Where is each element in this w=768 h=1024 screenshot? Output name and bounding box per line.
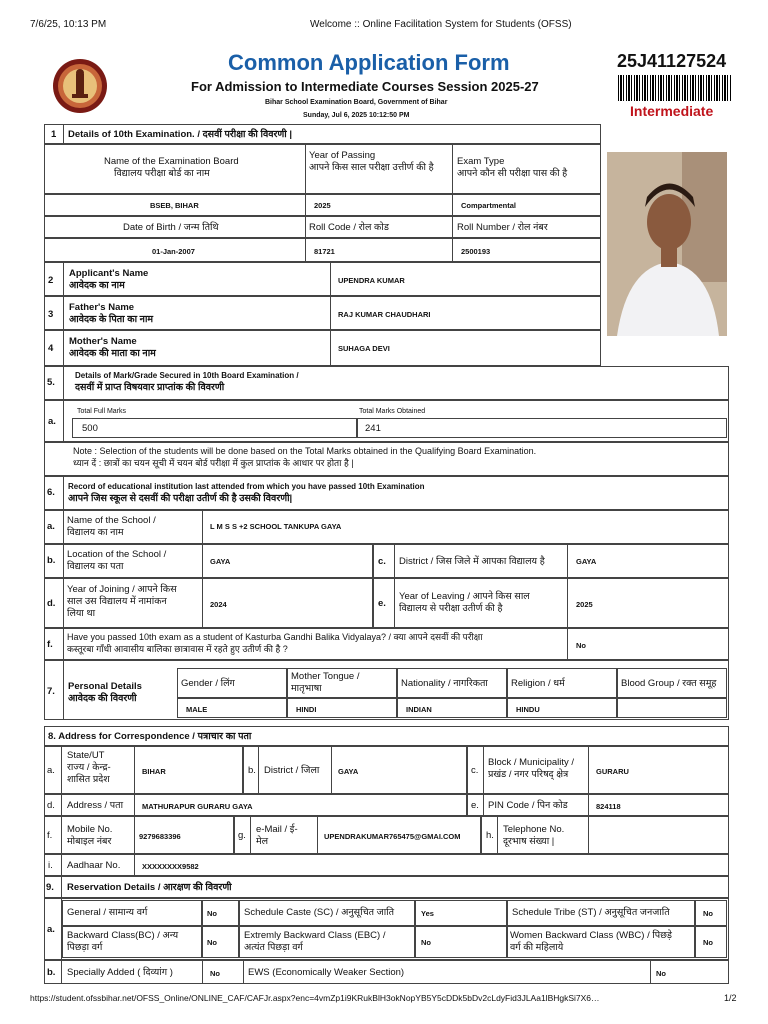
- nationality-value: INDIAN: [406, 705, 432, 714]
- s8-f: f.: [47, 830, 53, 841]
- leaving-label: Year of Leaving / आपने किस साल: [399, 591, 530, 602]
- print-datetime: 7/6/25, 10:13 PM: [30, 19, 107, 30]
- s8i-letter-cell: [44, 854, 62, 876]
- s6-number: 6.: [47, 487, 55, 498]
- st-label: Schedule Tribe (ST) / अनुसूचित जनजाति: [512, 907, 670, 918]
- state-value: BIHAR: [142, 767, 166, 776]
- tongue-label: Mother Tongue /: [291, 671, 360, 682]
- pin-value: 824118: [596, 802, 621, 811]
- block-label-2: प्रखंड / नगर परिषद् क्षेत्र: [488, 769, 569, 780]
- ebc-label: Extremly Backward Class (EBC) /: [244, 930, 386, 941]
- s5-note: Note : Selection of the students will be done based on the Total Marks obtained in the Qualifying Board Examination.: [73, 446, 537, 456]
- form-subtitle: For Admission to Intermediate Courses Session 2025-27: [191, 79, 539, 94]
- general-value: No: [207, 909, 217, 918]
- s3-number: 3: [48, 309, 54, 320]
- telephone-label-hi: दूरभाष संख्या |: [503, 836, 555, 847]
- address-district-value: GAYA: [338, 767, 359, 776]
- state-label: State/UT: [67, 750, 105, 761]
- wbc-label: Women Backward Class (WBC) / पिछड़े: [510, 930, 672, 941]
- school-value: L M S S +2 SCHOOL TANKUPA GAYA: [210, 522, 342, 531]
- s6-d: d.: [47, 598, 56, 609]
- s2-number: 2: [48, 275, 54, 286]
- s6f-value-cell: [567, 628, 729, 660]
- specially-added-value-cell: [202, 960, 244, 984]
- board-name: Bihar School Examination Board, Government of Bihar: [265, 99, 448, 106]
- wbc-label-2: वर्ग की महिलाये: [510, 942, 564, 953]
- telephone-label: Telephone No.: [503, 824, 565, 835]
- applicant-name-value: UPENDRA KUMAR: [338, 276, 405, 285]
- aadhaar-label: Aadhaar No.: [67, 860, 121, 871]
- s8-c: c.: [471, 765, 479, 776]
- mobile-value: 9279683396: [139, 832, 181, 841]
- year-label-hi: आपने किस साल परीक्षा उत्तीर्ण की है: [309, 162, 434, 173]
- leaving-value: 2025: [576, 600, 593, 609]
- obtained-marks-value: 241: [365, 423, 381, 434]
- roll-no-label: Roll Number / रोल नंबर: [457, 222, 548, 233]
- kgbv-value: No: [576, 641, 586, 650]
- s5-number: 5.: [47, 377, 55, 388]
- religion-label: Religion / धर्म: [511, 678, 565, 689]
- s4-number: 4: [48, 343, 54, 354]
- location-label-hi: विद्यालय का पता: [67, 561, 124, 572]
- s8-g: g.: [238, 830, 246, 841]
- state-label-2: राज्य / केन्द्र-: [67, 762, 111, 773]
- type-label: Exam Type: [457, 156, 505, 167]
- sc-value: Yes: [421, 909, 434, 918]
- s6-b: b.: [47, 555, 56, 566]
- s5-title-hi: दसवीं में प्राप्त विषयवार प्राप्तांक की विवरणी: [75, 382, 225, 393]
- board-label-hi: विद्यालय परीक्षा बोर्ड का नाम: [114, 168, 210, 179]
- s5-a: a.: [48, 416, 56, 427]
- aadhaar-value: XXXXXXXX9582: [142, 862, 199, 871]
- form-date: Sunday, Jul 6, 2025 10:12:50 PM: [303, 112, 410, 119]
- roll-code-label: Roll Code / रोल कोड: [309, 222, 389, 233]
- mobile-label-hi: मोबाइल नंबर: [67, 836, 112, 847]
- dob-label: Date of Birth / जन्म तिथि: [123, 222, 219, 233]
- board-label: Name of the Examination Board: [104, 156, 239, 167]
- s6d-value-cell: [202, 578, 373, 628]
- religion-value: HINDU: [516, 705, 540, 714]
- specially-added-label: Specially Added ( दिव्यांग ): [67, 967, 173, 978]
- s8-e: e.: [471, 800, 479, 811]
- page-title: Welcome :: Online Facilitation System for Students (OFSS): [310, 19, 572, 30]
- nationality-label: Nationality / नागरिकता: [401, 678, 488, 689]
- address-district-label: District / जिला: [264, 765, 320, 776]
- father-name-value: RAJ KUMAR CHAUDHARI: [338, 310, 431, 319]
- general-label: General / सामान्य वर्ग: [67, 907, 148, 918]
- email-label: e-Mail / ई-: [256, 824, 298, 835]
- ews-label: EWS (Economically Weaker Section): [248, 967, 405, 978]
- mother-name-value: SUHAGA DEVI: [338, 344, 390, 353]
- full-marks-label: Total Full Marks: [77, 408, 127, 415]
- tongue-value: HINDI: [296, 705, 317, 714]
- mother-name-label: Mother's Name: [69, 336, 137, 347]
- bc-label: Backward Class(BC) / अन्य: [67, 930, 179, 941]
- s1-number: 1: [51, 129, 57, 140]
- leaving-label-2: विद्यालय से परीक्षा उतीर्ण की है: [399, 603, 503, 614]
- s8-a: a.: [47, 765, 55, 776]
- blood-group-label: Blood Group / रक्त समूह: [621, 678, 717, 689]
- telephone-value-cell: [588, 816, 729, 854]
- type-value: Compartmental: [461, 201, 517, 210]
- s4-no-cell: [44, 330, 64, 366]
- s6-title: Record of educational institution last attended from which you have passed 10th Examination: [68, 482, 425, 491]
- s9-b: b.: [47, 967, 56, 978]
- school-district-label: District / जिस जिले में आपका विद्यालय है: [399, 556, 545, 567]
- bc-value: No: [207, 938, 217, 947]
- bseb-emblem: [52, 58, 108, 114]
- kgbv-label-2: कस्तूरबा गाँधी आवासीय बालिका छात्रावास में रहते हुए उतीर्ण की है ?: [67, 644, 288, 654]
- kgbv-label: Have you passed 10th exam as a student of Kasturba Gandhi Balika Vidyalaya? / क्या आपने दसवीं की परीक्षा: [67, 632, 483, 642]
- sc-label: Schedule Caste (SC) / अनुसूचित जाति: [244, 907, 395, 918]
- email-value: UPENDRAKUMAR765475@GMAI.COM: [324, 832, 461, 841]
- wbc-value: No: [703, 938, 713, 947]
- s8-title: 8. Address for Correspondence / पत्राचार का पता: [48, 731, 252, 742]
- address-value: MATHURAPUR GURARU GAYA: [142, 802, 253, 811]
- board-value: BSEB, BIHAR: [150, 201, 199, 210]
- bc-label-2: पिछड़ा वर्ग: [67, 942, 103, 953]
- application-number: 25J41127524: [617, 51, 727, 71]
- s1-title: Details of 10th Examination. / दसवीं परीक्षा की विवरणी |: [68, 129, 293, 140]
- obtained-marks-label: Total Marks Obtained: [359, 408, 426, 415]
- ebc-value: No: [421, 938, 431, 947]
- page-number: 1/2: [724, 993, 737, 1003]
- tongue-label-hi: मातृभाषा: [291, 683, 322, 694]
- s8-i: i.: [48, 860, 53, 871]
- joining-value: 2024: [210, 600, 227, 609]
- s5-title: Details of Mark/Grade Secured in 10th Board Examination /: [75, 371, 299, 380]
- mother-name-label-hi: आवेदक की माता का नाम: [69, 348, 156, 359]
- blood-value-cell: [617, 698, 727, 718]
- joining-label: Year of Joining / आपने किस: [67, 584, 177, 595]
- stream-label: Intermediate: [630, 103, 714, 119]
- s8-h: h.: [486, 830, 494, 841]
- type-label-hi: आपने कौन सी परीक्षा पास की है: [457, 168, 568, 179]
- s6-e: e.: [378, 598, 386, 609]
- applicant-name-label: Applicant's Name: [69, 268, 149, 279]
- block-label: Block / Municipality /: [488, 757, 575, 768]
- dob-value: 01-Jan-2007: [152, 247, 195, 256]
- applicant-photo: [607, 152, 727, 336]
- s6-f: f.: [47, 639, 53, 650]
- s2-no-cell: [44, 262, 64, 296]
- state-label-3: शासित प्रदेश: [67, 774, 110, 785]
- school-label: Name of the School /: [67, 515, 156, 526]
- s6-c: c.: [378, 556, 386, 567]
- location-value: GAYA: [210, 557, 231, 566]
- applicant-name-label-hi: आवेदक का नाम: [69, 280, 125, 291]
- father-name-label-hi: आवेदक के पिता का नाम: [69, 314, 154, 325]
- father-name-label: Father's Name: [69, 302, 135, 313]
- s6-title-hi: आपने जिस स्कूल से दसवीं की परीक्षा उतीर्ण की है उसकी विवरणी|: [68, 493, 293, 504]
- pin-label: PIN Code / पिन कोड: [488, 800, 568, 811]
- joining-label-3: लिया था: [67, 608, 96, 619]
- specially-added-value: No: [210, 969, 220, 978]
- aadhaar-value-cell: [134, 854, 729, 876]
- full-marks-value: 500: [82, 423, 98, 434]
- full-marks-box: [72, 418, 357, 438]
- school-district-value: GAYA: [576, 557, 597, 566]
- s9-a: a.: [47, 924, 55, 935]
- barcode: [618, 75, 732, 101]
- form-title: Common Application Form: [228, 50, 510, 75]
- block-value: GURARU: [596, 767, 629, 776]
- school-label-hi: विद्यालय का नाम: [67, 527, 124, 538]
- address-label: Address / पता: [67, 800, 124, 811]
- gender-label: Gender / लिंग: [181, 678, 235, 689]
- location-label: Location of the School /: [67, 549, 167, 560]
- ebc-label-2: अत्यंत पिछड़ा वर्ग: [244, 942, 303, 953]
- obtained-marks-box: [357, 418, 727, 438]
- year-label: Year of Passing: [309, 150, 376, 161]
- s9-number: 9.: [46, 882, 54, 893]
- s3-no-cell: [44, 296, 64, 330]
- roll-no-value: 2500193: [461, 247, 491, 256]
- email-label-2: मेल: [256, 836, 269, 847]
- s6-a: a.: [47, 521, 55, 532]
- personal-details-title: Personal Details: [68, 681, 142, 692]
- roll-code-value: 81721: [314, 247, 335, 256]
- gender-value: MALE: [186, 705, 208, 714]
- s7-number: 7.: [47, 686, 55, 697]
- mobile-label: Mobile No.: [67, 824, 113, 835]
- joining-label-2: साल उस विद्यालय में नामांकन: [67, 596, 167, 607]
- s5-note-hi: ध्यान दें : छात्रों का चयन सूची में चयन बोर्ड परीक्षा में कुल प्राप्तांक के आधार पर होता है |: [73, 458, 354, 468]
- ews-value: No: [656, 969, 666, 978]
- s9-title: Reservation Details / आरक्षण की विवरणी: [67, 882, 232, 893]
- s8-d: d.: [47, 800, 55, 811]
- year-value: 2025: [314, 201, 331, 210]
- page-url: https://student.ofssbihar.net/OFSS_Online/ONLINE_CAF/CAFJr.aspx?enc=4vmZp1i9KRukBlH3okNopYB5Y5cDDk5bDv2cLdyFid3JLAa1lBHgkSi7X6…: [30, 993, 600, 1003]
- s8-b: b.: [248, 765, 256, 776]
- personal-details-title-hi: आवेदक की विवरणी: [68, 693, 137, 704]
- st-value: No: [703, 909, 713, 918]
